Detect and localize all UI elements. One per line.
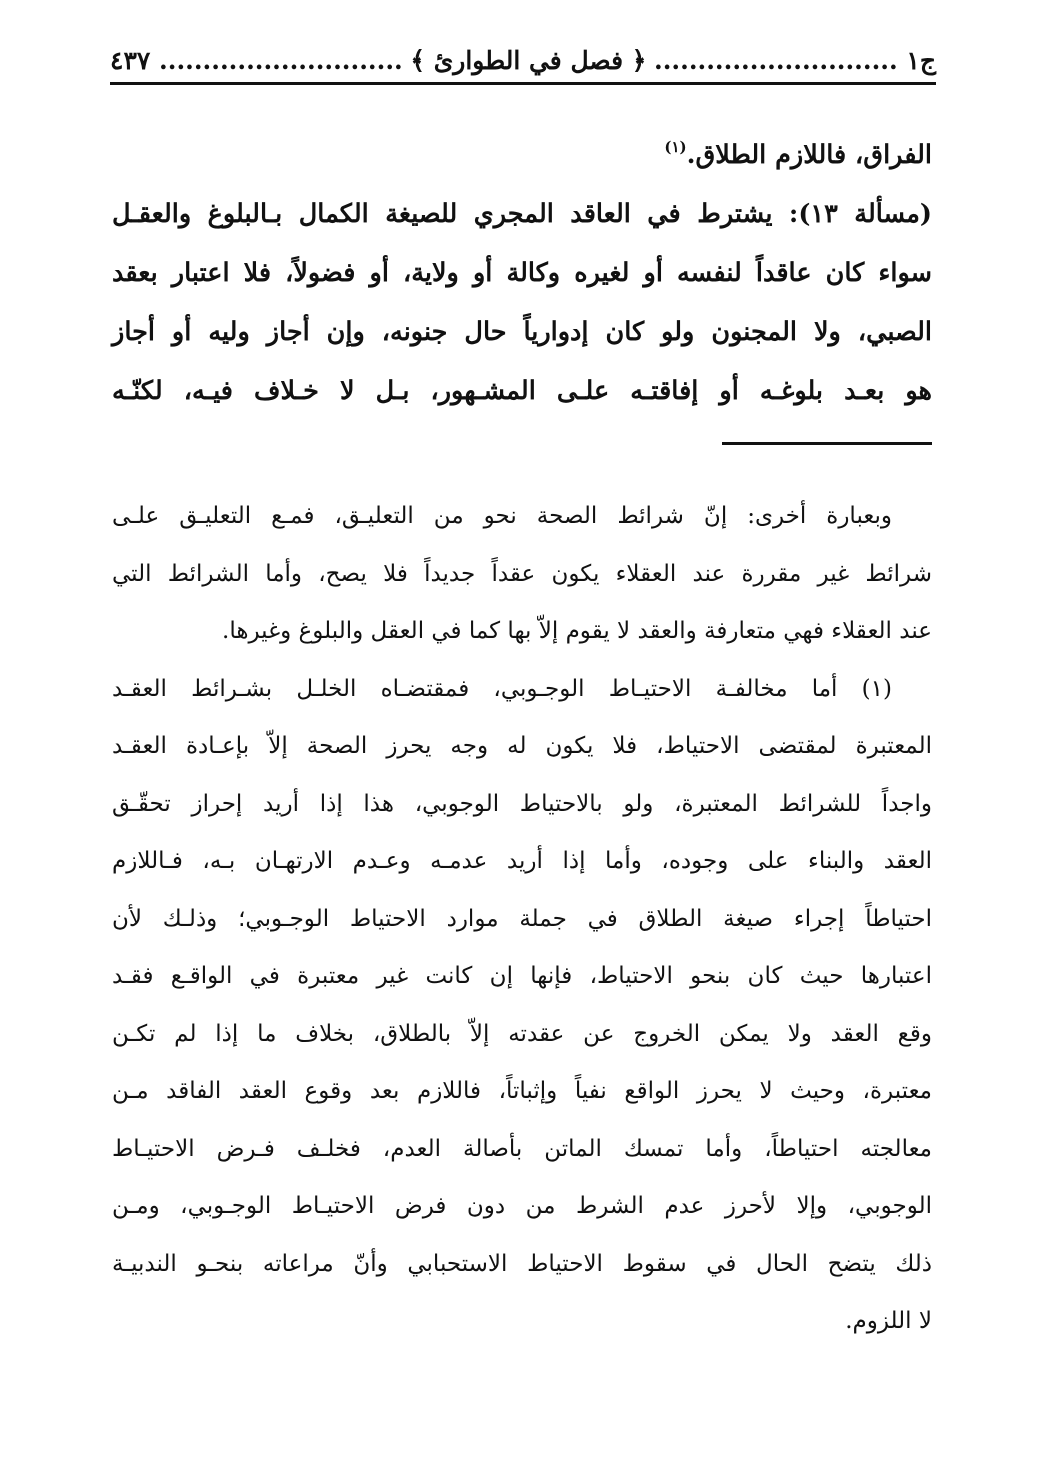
page-number: ٤٣٧ <box>110 45 151 75</box>
footnote-marker: (١) <box>664 138 687 156</box>
volume-number: ج١ <box>906 45 936 75</box>
chapter-title: ﴿ فصل في الطوارئ ﴾ <box>410 45 647 75</box>
footnote-line: الوجوبي، وإلا لأحرز عدم الشرط من دون فرض الاحتيـاط الوجـوبي، ومـن <box>112 1193 932 1219</box>
header-dots-left: ............................ <box>159 45 403 75</box>
header-dots-right: ............................ <box>654 45 898 75</box>
footnote-separator <box>722 442 932 445</box>
main-line: (مسألة ١٣): يشترط في العاقد المجري للصيغة الكمال بـالبلوغ والعقـل <box>112 199 932 229</box>
main-line: هو بعـد بلوغـه أو إفاقتـه علـى المشـهور، بـل لا خـلاف فيـه، لكنّـه <box>112 376 932 406</box>
page-number-group <box>110 46 403 75</box>
main-line: الصبي، ولا المجنون ولو كان إدوارياً حال جنونه، وإن أجاز وليه أو أجاز <box>112 317 932 347</box>
footnote-line: (١) أما مخالفـة الاحتيـاط الوجـوبي، فمقتضـاه الخلـل بشـرائط العقـد <box>112 675 892 702</box>
footnote-line: وقع العقد ولا يمكن الخروج عن عقدته إلاّ بالطلاق، بخلاف ما إذا لم تكـن <box>112 1020 932 1047</box>
footnote-line: معتبرة، وحيث لا يحرز الواقع نفياً وإثباتاً، فاللازم بعد وقوع العقد الفاقد مـن <box>112 1078 932 1104</box>
footnote-line: وبعبارة أخرى: إنّ شرائط الصحة نحو من التعليـق، فمـع التعليـق علـى <box>112 503 892 529</box>
volume-label <box>654 46 936 75</box>
footnote-line: عند العقلاء فهي متعارفة والعقد لا يقوم إلاّ بها كما في العقل والبلوغ وغيرها. <box>222 618 932 644</box>
footnote-line: ذلك يتضح الحال في سقوط الاحتياط الاستحبابي وأنّ مراعاته بنحـو الندبيـة <box>112 1250 932 1277</box>
footnote-line: شرائط غير مقررة عند العقلاء يكون عقداً جديداً فلا يصح، وأما الشرائط التي <box>112 560 932 587</box>
main-text <box>112 118 932 421</box>
header-divider <box>110 82 936 85</box>
footnotes <box>112 488 932 1351</box>
footnote-line: معالجته احتياطاً، وأما تمسك الماتن بأصالة العدم، فخلـف فـرض الاحتيـاط <box>112 1135 932 1162</box>
footnote-line: لا اللزوم. <box>845 1308 932 1334</box>
main-line: الفراق، فاللازم الطلاق.$^{(١)}$ <box>664 138 932 170</box>
main-line: سواء كان عاقداً لنفسه أو لغيره وكالة أو ولاية، أو فضولاً، فلا اعتبار بعقد <box>112 258 932 288</box>
footnote-line: اعتبارها حيث كان بنحو الاحتياط، فإنها إن كانت غير معتبرة في الواقـع فقـد <box>112 963 932 989</box>
footnote-line: واجداً للشرائط المعتبرة، ولو بالاحتياط الوجوبي، هذا إذا أريد إحراز تحقّـق <box>112 790 932 817</box>
running-header <box>110 40 936 80</box>
footnote-line: احتياطاً إجراء صيغة الطلاق في جملة موارد الاحتياط الوجـوبي؛ وذلـك لأن <box>112 905 932 932</box>
footnote-line: العقد والبناء على وجوده، وأما إذا أريد عدمـه وعـدم الارتهـان بـه، فـاللازم <box>112 848 932 874</box>
footnote-line: المعتبرة لمقتضى الاحتياط، فلا يكون له وجه يحرز الصحة إلاّ بإعـادة العقـد <box>112 733 932 759</box>
